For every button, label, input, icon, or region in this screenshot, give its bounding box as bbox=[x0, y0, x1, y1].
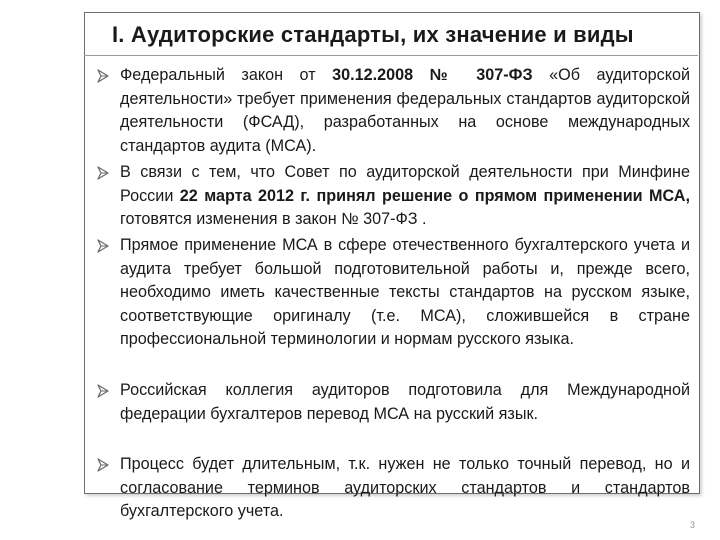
text-span: Прямое применение МСА в сфере отечественного бухгалтерского учета и аудита требует большой подготовительной работы и, прежде всего, необходимо иметь качественные тексты стандартов на русском языке, соответствующие оригиналу (т.е. МСА), сложившейся в стране профессиональной терминологии и нормам русского языка. bbox=[120, 236, 690, 349]
text-span: Процесс будет длительным, т.к. нужен не только точный перевод, но и согласование терминов аудиторских стандартов и стандартов бухгалтерского учета. bbox=[120, 455, 690, 521]
text-span: Российская коллегия аудиторов подготовила для Международной федерации бухгалтеров перевод МСА на русский язык. bbox=[120, 381, 690, 423]
arrowhead-bullet-icon bbox=[97, 166, 109, 180]
bullet-text bbox=[120, 379, 690, 426]
arrowhead-bullet-icon bbox=[97, 69, 109, 83]
bullet-text bbox=[120, 234, 690, 352]
bold-text-span: 30.12.2008 № 307-ФЗ bbox=[332, 66, 533, 84]
text-span: готовятся изменения в закон № 307-ФЗ . bbox=[120, 210, 427, 229]
text-span: «Об аудиторской деятельности» требует применения федеральных стандартов аудиторской деятельности (ФСАД), разработанных на основе международных стандартов аудита (МСА). bbox=[120, 66, 691, 155]
bold-text-span: 22 марта 2012 г. принял решение о прямом применении МСА, bbox=[179, 186, 690, 205]
slide-title: I. Аудиторские стандарты, их значение и виды bbox=[112, 22, 634, 47]
bullet-text bbox=[120, 64, 690, 158]
arrowhead-bullet-icon bbox=[97, 458, 109, 472]
bullet-text bbox=[120, 453, 690, 524]
text-span: Федеральный закон от bbox=[120, 66, 333, 84]
arrowhead-bullet-icon bbox=[97, 384, 109, 398]
page-number: 3 bbox=[690, 520, 696, 530]
bullet-text bbox=[120, 161, 690, 232]
arrowhead-bullet-icon bbox=[97, 239, 109, 253]
text-span: В связи с тем, что Совет по аудиторской деятельности при Минфине России bbox=[120, 163, 690, 205]
